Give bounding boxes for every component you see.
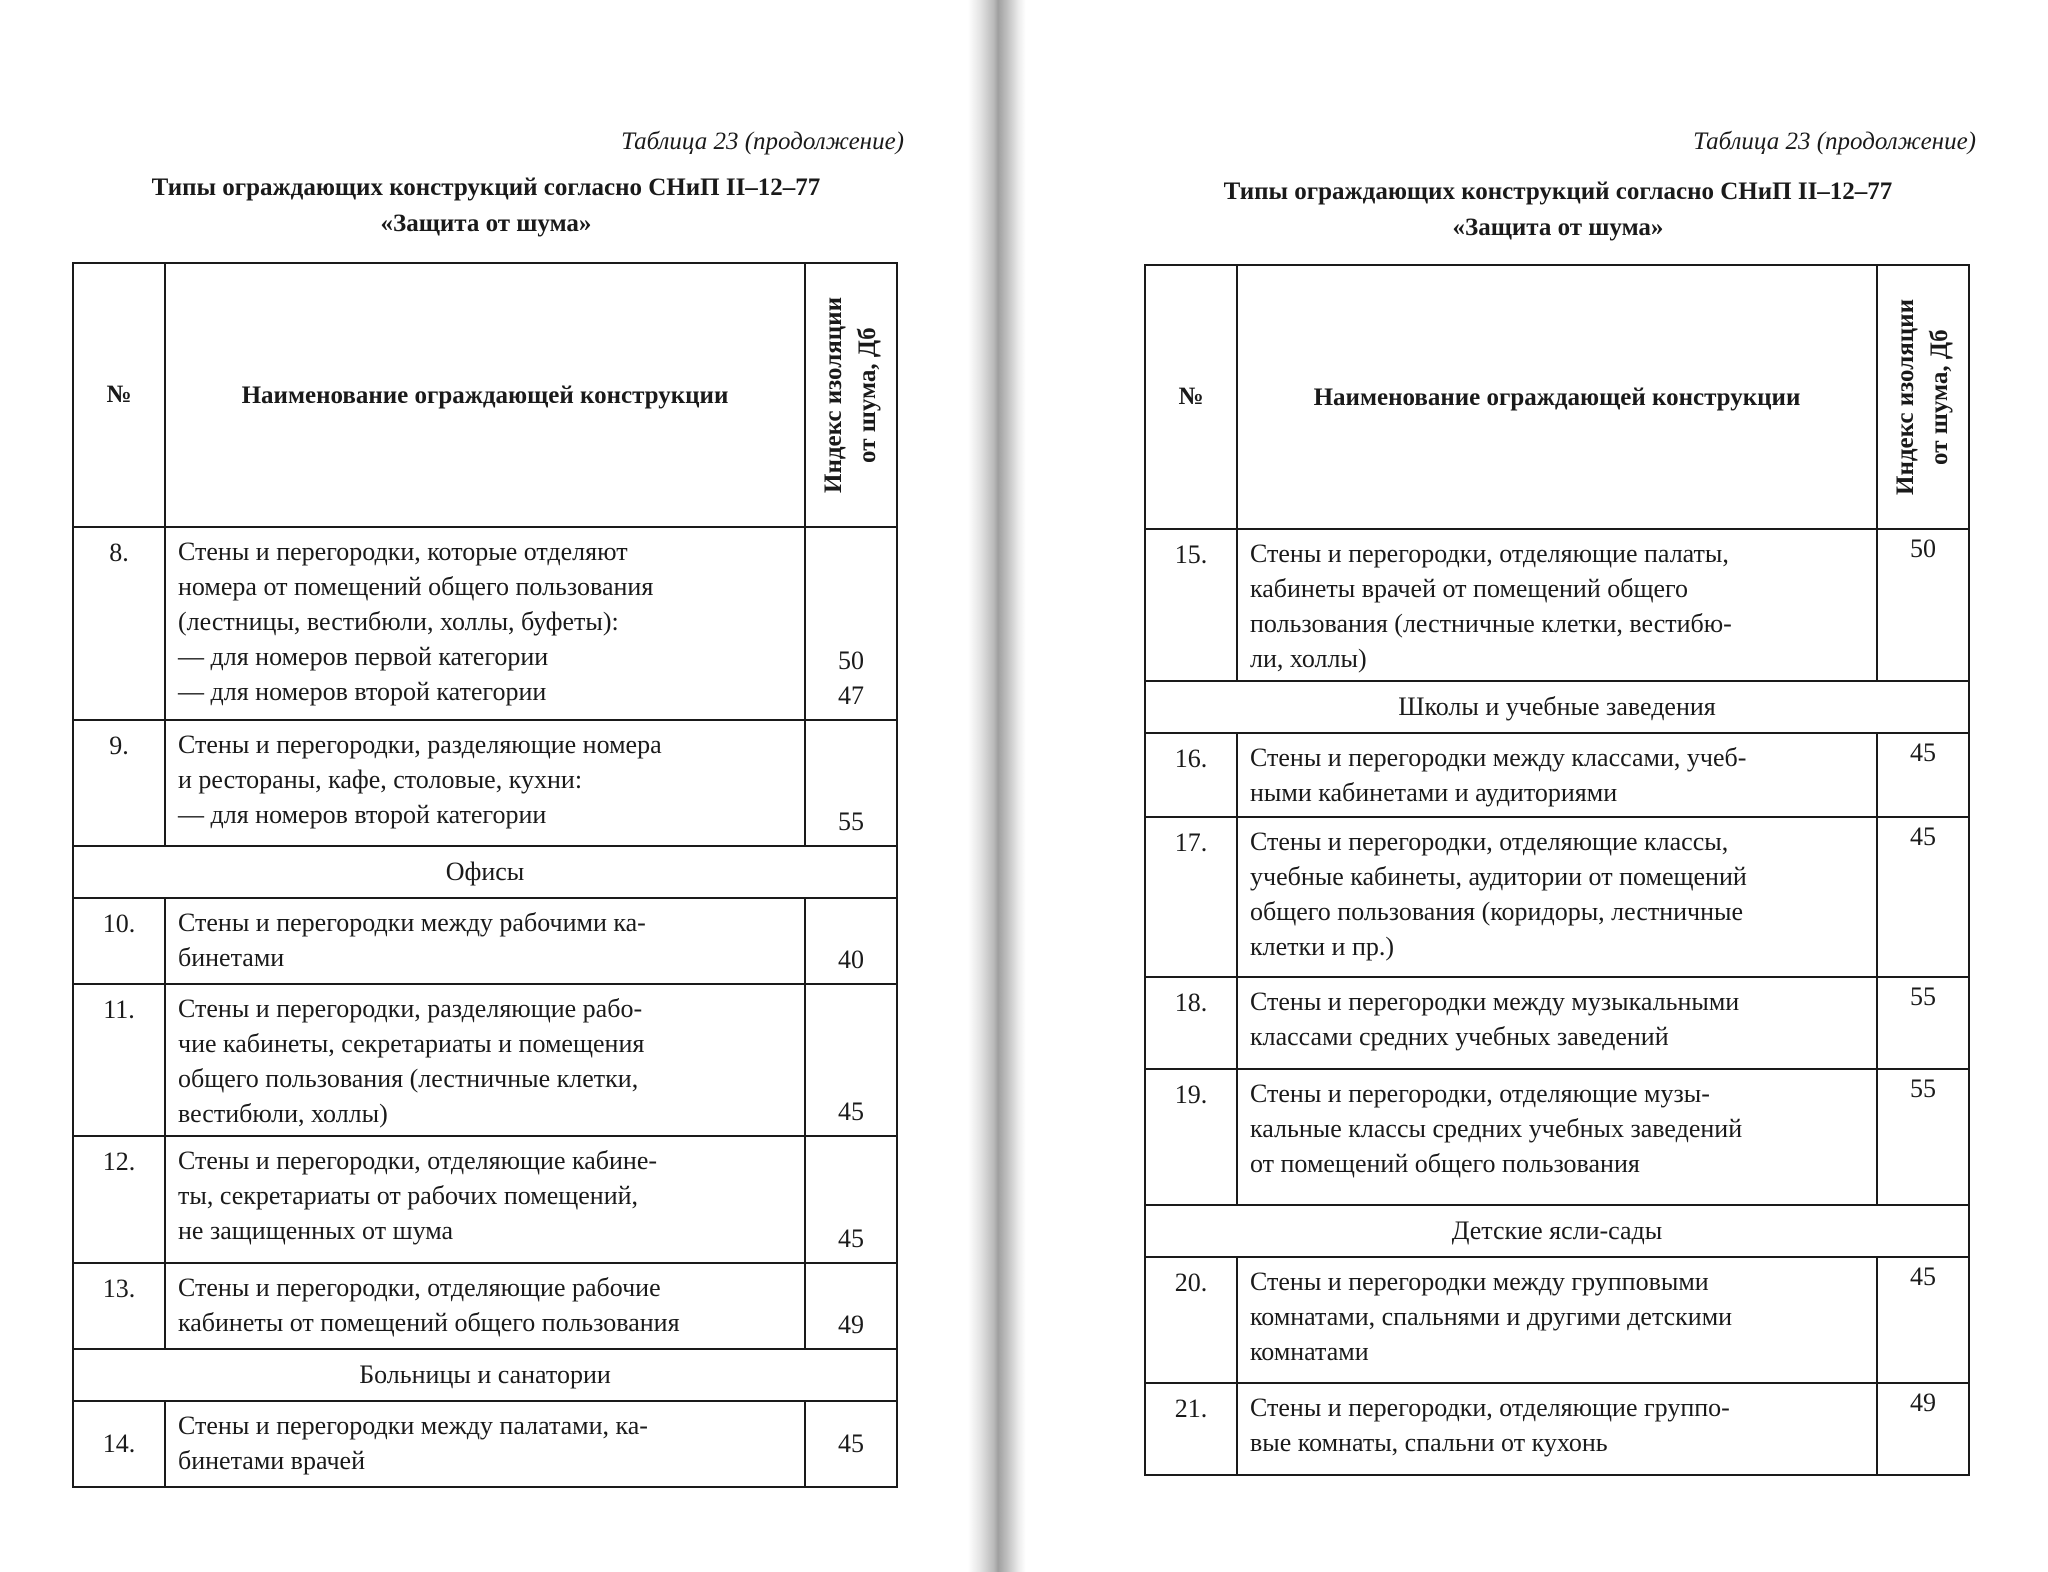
- table-row: [74, 983, 896, 1135]
- row-text-line: Стены и перегородки, отделяющие кабине-: [178, 1146, 658, 1175]
- row-index: [1878, 734, 1968, 816]
- row-text-line: вые комнаты, спальни от кухонь: [1250, 1428, 1608, 1457]
- row-text-line: ты, секретариаты от рабочих помещений,: [178, 1181, 639, 1210]
- table-row: [1146, 816, 1968, 976]
- row-num: 21.: [1146, 1384, 1238, 1474]
- row-name: [1238, 734, 1878, 816]
- row-text-line: — для номеров второй категории: [178, 800, 547, 829]
- row-text-line: учебные кабинеты, аудитории от помещений: [1250, 862, 1747, 891]
- row-text-line: Стены и перегородки, отделяющие рабочие: [178, 1273, 661, 1302]
- row-name: [1238, 818, 1878, 976]
- row-index: [806, 985, 896, 1135]
- row-text-line: бинетами: [178, 943, 285, 972]
- row-index-value: 45: [838, 1224, 864, 1253]
- row-text-line: комнатами: [1250, 1337, 1369, 1366]
- section-header-offices: Офисы: [74, 845, 896, 897]
- row-num: 9.: [74, 721, 166, 845]
- header-name: Наименование ограждающей конструкции: [1238, 266, 1878, 528]
- row-index-value: 55: [1910, 1074, 1936, 1103]
- header-index-line2: от шума, Дб: [1926, 329, 1953, 465]
- table-row: [74, 1262, 896, 1348]
- row-text-line: Стены и перегородки, которые отделяют: [178, 537, 628, 566]
- section-header-schools: Школы и учебные заведения: [1146, 680, 1968, 732]
- section-header-kindergartens: Детские ясли-сады: [1146, 1204, 1968, 1256]
- row-index: [1878, 818, 1968, 976]
- table-row: [1146, 732, 1968, 816]
- row-index: [806, 528, 896, 719]
- row-name: [166, 1402, 806, 1486]
- row-text-line: Стены и перегородки между классами, учеб-: [1250, 743, 1747, 772]
- row-text-line: кальные классы средних учебных заведений: [1250, 1114, 1743, 1143]
- row-index: [806, 899, 896, 983]
- row-index-value: 45: [1910, 738, 1936, 767]
- row-index-value: 45: [1910, 1262, 1936, 1291]
- header-index: [806, 264, 896, 526]
- row-name: [166, 1264, 806, 1348]
- row-index-value: 55: [838, 807, 864, 836]
- row-index: [806, 1264, 896, 1348]
- table-header-row: [1146, 266, 1968, 528]
- row-text-line: и рестораны, кафе, столовые, кухни:: [178, 765, 583, 794]
- header-num: №: [74, 264, 166, 526]
- table-row: [1146, 976, 1968, 1068]
- table-row: [74, 897, 896, 983]
- row-text-line: комнатами, спальнями и другими детскими: [1250, 1302, 1733, 1331]
- row-name: [166, 985, 806, 1135]
- row-name: [1238, 978, 1878, 1068]
- row-text-line: общего пользования (коридоры, лестничные: [1250, 897, 1744, 926]
- row-text-line: Стены и перегородки между рабочими ка-: [178, 908, 646, 937]
- book-gutter: [968, 0, 1026, 1572]
- row-index-value: 50: [838, 646, 864, 675]
- row-name: [1238, 530, 1878, 680]
- row-text-line: Стены и перегородки, отделяющие группо-: [1250, 1393, 1730, 1422]
- row-text-line: не защищенных от шума: [178, 1216, 454, 1245]
- row-text-line: номера от помещений общего пользования: [178, 572, 654, 601]
- noise-insulation-table: [1144, 264, 1970, 1476]
- table-title-line1: Типы ограждающих конструкций согласно СНиП II–12–77: [1223, 178, 1893, 205]
- row-text-line: клетки и пр.): [1250, 932, 1395, 961]
- row-text-line: классами средних учебных заведений: [1250, 1022, 1669, 1051]
- row-index: [1878, 978, 1968, 1068]
- table-title-line2: «Защита от шума»: [380, 210, 592, 237]
- row-text-line: Стены и перегородки, отделяющие классы,: [1250, 827, 1729, 856]
- row-index: [1878, 1070, 1968, 1204]
- row-text-line: пользования (лестничные клетки, вестибю-: [1250, 609, 1732, 638]
- table-row: [1146, 528, 1968, 680]
- row-text-line: кабинеты врачей от помещений общего: [1250, 574, 1689, 603]
- row-text-line: — для номеров второй категории: [178, 677, 547, 706]
- row-text-line: общего пользования (лестничные клетки,: [178, 1064, 639, 1093]
- row-num: 17.: [1146, 818, 1238, 976]
- row-text-line: вестибюли, холлы): [178, 1099, 388, 1128]
- row-name: [166, 899, 806, 983]
- row-name: [166, 1137, 806, 1262]
- row-text-line: Стены и перегородки, разделяющие рабо-: [178, 994, 643, 1023]
- row-num: 8.: [74, 528, 166, 719]
- row-index-value: 50: [1910, 534, 1936, 563]
- header-index-line2: от шума, Дб: [854, 327, 881, 463]
- row-num: 18.: [1146, 978, 1238, 1068]
- row-index-value: 49: [838, 1310, 864, 1339]
- row-index-value: 49: [1910, 1388, 1936, 1417]
- table-row: [1146, 1068, 1968, 1204]
- row-index-value: 55: [1910, 982, 1936, 1011]
- table-row: [74, 1400, 896, 1486]
- row-text-line: Стены и перегородки между групповыми: [1250, 1267, 1709, 1296]
- row-index-value: 45: [838, 1097, 864, 1126]
- row-text-line: Стены и перегородки между палатами, ка-: [178, 1411, 648, 1440]
- row-index: [806, 721, 896, 845]
- table-title: [68, 170, 904, 242]
- row-index: [806, 1137, 896, 1262]
- table-row: [1146, 1256, 1968, 1382]
- row-name: [166, 528, 806, 719]
- row-text-line: ли, холлы): [1250, 644, 1367, 673]
- table-caption: Таблица 23 (продолжение): [621, 128, 904, 155]
- row-index-value: 45: [838, 1429, 864, 1458]
- row-index-value: 45: [1910, 822, 1936, 851]
- row-num: 20.: [1146, 1258, 1238, 1382]
- row-index-value: 47: [838, 681, 864, 710]
- table-title-line2: «Защита от шума»: [1452, 214, 1664, 241]
- header-index: [1878, 266, 1968, 528]
- header-index-line1: Индекс изоляции: [1892, 299, 1919, 495]
- row-text-line: Стены и перегородки, отделяющие музы-: [1250, 1079, 1710, 1108]
- row-name: [1238, 1258, 1878, 1382]
- row-text-line: (лестницы, вестибюли, холлы, буфеты):: [178, 607, 619, 636]
- row-name: [166, 721, 806, 845]
- row-num: 13.: [74, 1264, 166, 1348]
- row-index: [1878, 1258, 1968, 1382]
- section-header-hospitals: Больницы и санатории: [74, 1348, 896, 1400]
- row-num: 14.: [74, 1402, 166, 1486]
- row-index: [1878, 1384, 1968, 1474]
- row-num: 16.: [1146, 734, 1238, 816]
- row-text-line: чие кабинеты, секретариаты и помещения: [178, 1029, 645, 1058]
- row-text-line: Стены и перегородки, разделяющие номера: [178, 730, 662, 759]
- row-text-line: бинетами врачей: [178, 1446, 365, 1475]
- row-text-line: Стены и перегородки между музыкальными: [1250, 987, 1740, 1016]
- header-num: №: [1146, 266, 1238, 528]
- row-text-line: от помещений общего пользования: [1250, 1149, 1640, 1178]
- row-index: [1878, 530, 1968, 680]
- row-num: 12.: [74, 1137, 166, 1262]
- table-title-line1: Типы ограждающих конструкций согласно СНиП II–12–77: [151, 174, 821, 201]
- header-index-line1: Индекс изоляции: [820, 297, 847, 493]
- noise-insulation-table: [72, 262, 898, 1488]
- row-num: 10.: [74, 899, 166, 983]
- table-row: [1146, 1382, 1968, 1474]
- row-text-line: кабинеты от помещений общего пользования: [178, 1308, 680, 1337]
- row-num: 11.: [74, 985, 166, 1135]
- row-name: [1238, 1070, 1878, 1204]
- row-name: [1238, 1384, 1878, 1474]
- table-row: [74, 1135, 896, 1262]
- row-text-line: — для номеров первой категории: [178, 642, 549, 671]
- row-index: [806, 1402, 896, 1486]
- row-index-value: 40: [838, 945, 864, 974]
- row-num: 19.: [1146, 1070, 1238, 1204]
- table-caption: Таблица 23 (продолжение): [1693, 128, 1976, 155]
- row-num: 15.: [1146, 530, 1238, 680]
- table-row: [74, 526, 896, 719]
- row-text-line: Стены и перегородки, отделяющие палаты,: [1250, 539, 1729, 568]
- header-name: Наименование ограждающей конструкции: [166, 264, 806, 526]
- table-header-row: [74, 264, 896, 526]
- table-title: [1140, 174, 1976, 246]
- row-text-line: ными кабинетами и аудиториями: [1250, 778, 1618, 807]
- table-row: [74, 719, 896, 845]
